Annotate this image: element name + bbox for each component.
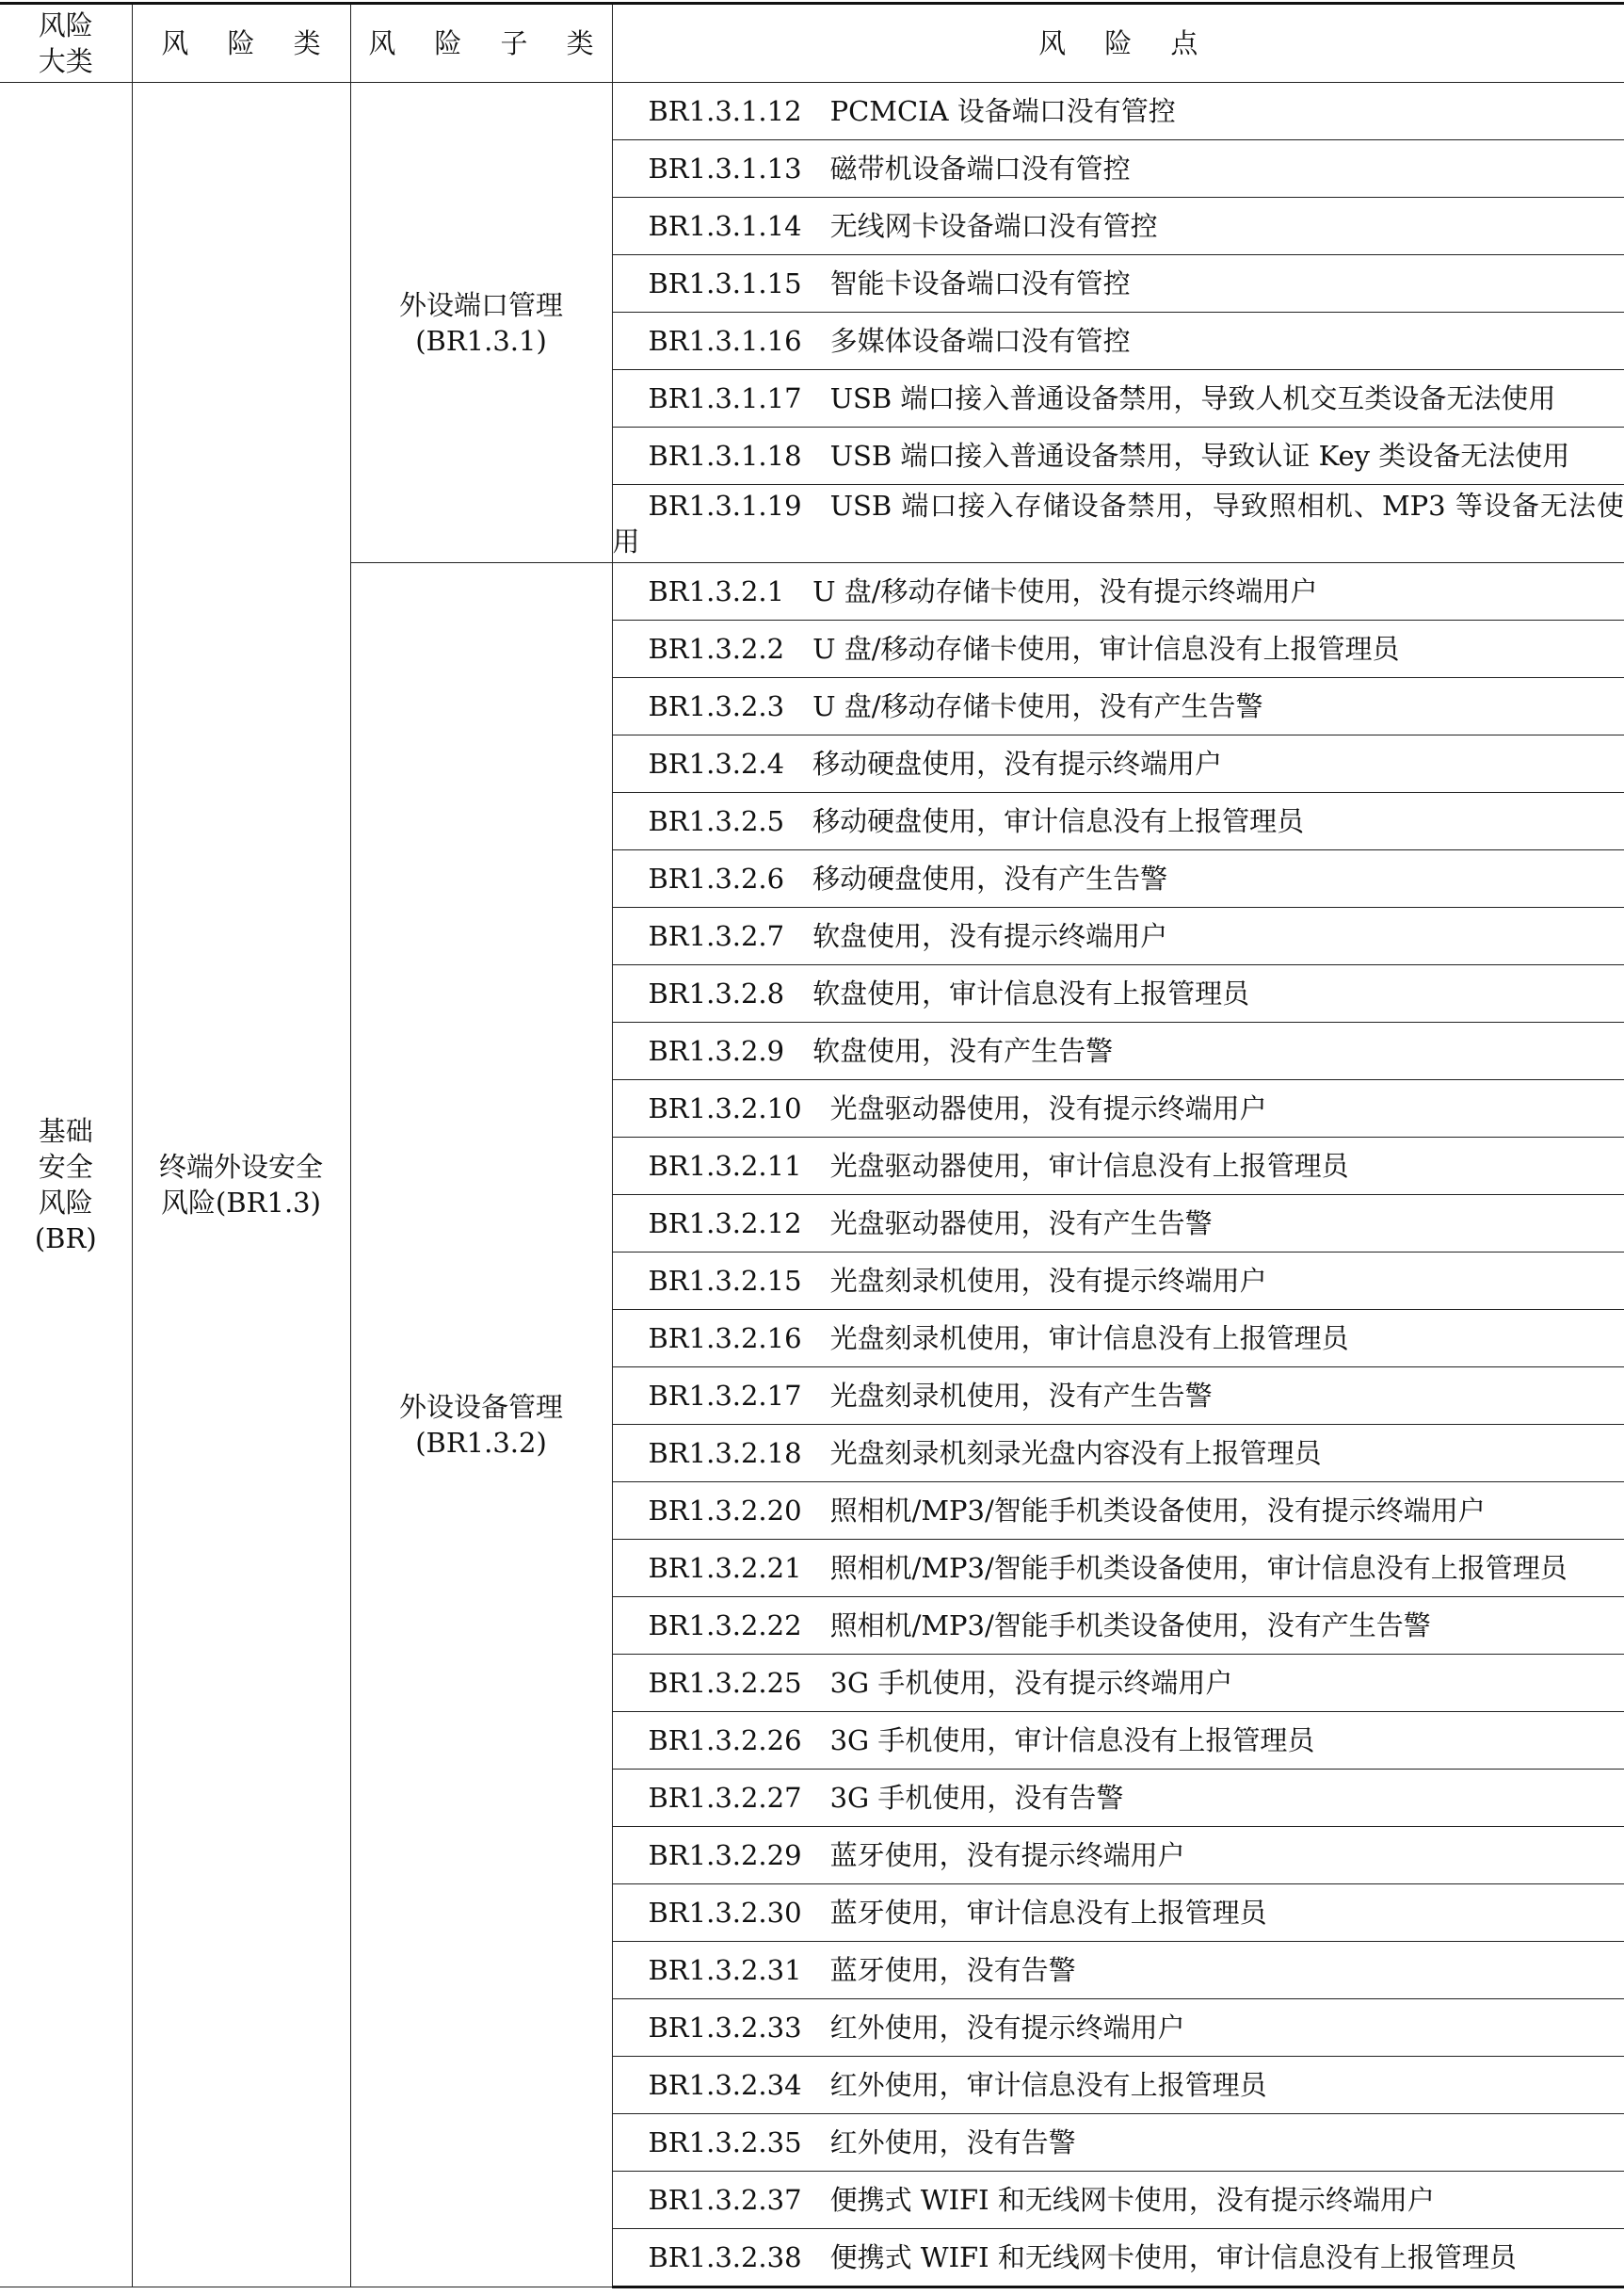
risk-point-cell xyxy=(612,678,1624,735)
risk-point-text: 光盘刻录机使用，审计信息没有上报管理员 xyxy=(829,1322,1349,1354)
risk-point-text: 光盘驱动器使用，没有提示终端用户 xyxy=(829,1092,1267,1124)
risk-point-code: BR1.3.1.13 xyxy=(648,153,802,185)
risk-point-cell xyxy=(612,965,1624,1023)
risk-point-code: BR1.3.2.33 xyxy=(648,2012,802,2044)
header-point-label: 风 险 点 xyxy=(1038,27,1214,59)
header-major-label: 风险 大类 xyxy=(38,9,93,77)
risk-point-text: 光盘驱动器使用，没有产生告警 xyxy=(829,1207,1213,1239)
risk-point-cell xyxy=(612,83,1624,140)
risk-point-code: BR1.3.1.19 xyxy=(648,490,802,522)
risk-point-text: USB 端口接入存储设备禁用，导致照相机、MP3 等设备无法使用 xyxy=(612,490,1624,558)
header-category xyxy=(132,4,350,83)
risk-point-code: BR1.3.2.30 xyxy=(648,1897,802,1929)
risk-point-code: BR1.3.2.8 xyxy=(648,978,785,1010)
risk-point-code: BR1.3.2.35 xyxy=(648,2126,802,2158)
risk-point-code: BR1.3.2.34 xyxy=(648,2069,802,2101)
risk-point-text: 光盘刻录机使用，没有产生告警 xyxy=(829,1380,1213,1412)
risk-point-text: 照相机/MP3/智能手机类设备使用，审计信息没有上报管理员 xyxy=(829,1552,1568,1584)
table-row xyxy=(0,83,1624,140)
risk-point-cell xyxy=(612,2172,1624,2229)
risk-point-code: BR1.3.2.12 xyxy=(648,1207,802,1239)
risk-point-cell xyxy=(612,1138,1624,1195)
risk-point-cell xyxy=(612,313,1624,370)
risk-point-text: 红外使用，审计信息没有上报管理员 xyxy=(829,2069,1267,2101)
risk-point-cell xyxy=(612,428,1624,485)
category-cell xyxy=(132,83,350,2287)
risk-point-code: BR1.3.1.15 xyxy=(648,267,802,299)
risk-point-code: BR1.3.2.2 xyxy=(648,633,785,665)
subcategory-label: 外设设备管理 (BR1.3.2) xyxy=(398,1391,563,1459)
risk-point-cell xyxy=(612,485,1624,563)
major-category-label: 基础 安全 风险 (BR) xyxy=(34,1115,97,1254)
risk-point-cell xyxy=(612,370,1624,428)
risk-point-cell xyxy=(612,2057,1624,2114)
risk-point-text: 蓝牙使用，审计信息没有上报管理员 xyxy=(829,1897,1267,1929)
risk-point-code: BR1.3.2.7 xyxy=(648,920,785,952)
risk-point-cell xyxy=(612,1482,1624,1540)
risk-point-code: BR1.3.1.18 xyxy=(648,440,802,472)
risk-point-text: 便携式 WIFI 和无线网卡使用，审计信息没有上报管理员 xyxy=(829,2241,1517,2273)
risk-point-code: BR1.3.1.12 xyxy=(648,95,802,127)
risk-point-cell xyxy=(612,1310,1624,1367)
risk-point-code: BR1.3.2.21 xyxy=(648,1552,802,1584)
header-point xyxy=(612,4,1624,83)
risk-point-code: BR1.3.2.17 xyxy=(648,1380,802,1412)
risk-point-cell xyxy=(612,735,1624,793)
risk-point-code: BR1.3.2.6 xyxy=(648,863,785,895)
risk-table xyxy=(0,2,1624,2288)
risk-point-cell xyxy=(612,621,1624,678)
risk-point-cell xyxy=(612,1712,1624,1770)
risk-point-code: BR1.3.2.15 xyxy=(648,1265,802,1297)
risk-point-text: 便携式 WIFI 和无线网卡使用，没有提示终端用户 xyxy=(829,2184,1435,2216)
risk-point-text: 红外使用，没有告警 xyxy=(829,2126,1076,2158)
subcategory-cell-port xyxy=(350,83,612,563)
risk-point-cell xyxy=(612,1540,1624,1597)
risk-point-code: BR1.3.2.11 xyxy=(648,1150,802,1182)
risk-point-code: BR1.3.2.29 xyxy=(648,1839,802,1871)
risk-point-code: BR1.3.2.3 xyxy=(648,690,785,722)
major-category-cell xyxy=(0,83,132,2287)
risk-point-code: BR1.3.2.10 xyxy=(648,1092,802,1124)
risk-point-text: 照相机/MP3/智能手机类设备使用，没有提示终端用户 xyxy=(829,1495,1486,1527)
risk-point-cell xyxy=(612,1253,1624,1310)
risk-point-text: 光盘刻录机刻录光盘内容没有上报管理员 xyxy=(829,1437,1322,1469)
risk-point-text: USB 端口接入普通设备禁用，导致人机交互类设备无法使用 xyxy=(829,382,1556,414)
risk-point-code: BR1.3.1.17 xyxy=(648,382,802,414)
header-row xyxy=(0,4,1624,83)
risk-point-code: BR1.3.2.9 xyxy=(648,1035,785,1067)
risk-point-cell xyxy=(612,1597,1624,1655)
risk-point-code: BR1.3.2.5 xyxy=(648,805,785,837)
risk-point-cell xyxy=(612,850,1624,908)
risk-point-cell xyxy=(612,1080,1624,1138)
subcategory-cell-device xyxy=(350,563,612,2287)
risk-point-text: 红外使用，没有提示终端用户 xyxy=(829,2012,1185,2044)
risk-point-code: BR1.3.2.26 xyxy=(648,1724,802,1756)
header-subcategory xyxy=(350,4,612,83)
risk-point-code: BR1.3.2.31 xyxy=(648,1954,802,1986)
risk-point-text: PCMCIA 设备端口没有管控 xyxy=(829,95,1176,127)
risk-point-text: 移动硬盘使用，没有产生告警 xyxy=(812,863,1168,895)
risk-point-cell xyxy=(612,793,1624,850)
risk-point-code: BR1.3.2.22 xyxy=(648,1609,802,1641)
risk-point-code: BR1.3.1.14 xyxy=(648,210,802,242)
risk-point-cell xyxy=(612,1195,1624,1253)
risk-table-body xyxy=(0,4,1624,2287)
risk-point-code: BR1.3.2.38 xyxy=(648,2241,802,2273)
header-category-label: 风 险 类 xyxy=(161,27,336,59)
risk-point-code: BR1.3.1.16 xyxy=(648,325,802,357)
risk-point-text: U 盘/移动存储卡使用，审计信息没有上报管理员 xyxy=(812,633,1400,665)
risk-point-text: 光盘驱动器使用，审计信息没有上报管理员 xyxy=(829,1150,1349,1182)
risk-point-code: BR1.3.2.25 xyxy=(648,1667,802,1699)
risk-point-cell xyxy=(612,1367,1624,1425)
header-subcategory-label: 风 险 子 类 xyxy=(368,27,609,59)
risk-point-cell xyxy=(612,563,1624,621)
risk-point-text: 蓝牙使用，没有告警 xyxy=(829,1954,1076,1986)
risk-point-text: U 盘/移动存储卡使用，没有提示终端用户 xyxy=(812,575,1318,607)
risk-point-cell xyxy=(612,140,1624,198)
risk-point-text: U 盘/移动存储卡使用，没有产生告警 xyxy=(812,690,1263,722)
risk-point-cell xyxy=(612,198,1624,255)
risk-point-text: 照相机/MP3/智能手机类设备使用，没有产生告警 xyxy=(829,1609,1431,1641)
risk-point-cell xyxy=(612,2114,1624,2172)
risk-point-code: BR1.3.2.20 xyxy=(648,1495,802,1527)
risk-point-cell xyxy=(612,1827,1624,1884)
subcategory-label: 外设端口管理 (BR1.3.1) xyxy=(398,288,563,357)
risk-point-text: 智能卡设备端口没有管控 xyxy=(829,267,1131,299)
risk-point-code: BR1.3.2.27 xyxy=(648,1782,802,1814)
risk-point-text: 磁带机设备端口没有管控 xyxy=(829,153,1131,185)
risk-point-text: 多媒体设备端口没有管控 xyxy=(829,325,1131,357)
risk-point-text: 软盘使用，审计信息没有上报管理员 xyxy=(812,978,1250,1010)
risk-point-code: BR1.3.2.37 xyxy=(648,2184,802,2216)
risk-point-code: BR1.3.2.1 xyxy=(648,575,785,607)
risk-point-text: 光盘刻录机使用，没有提示终端用户 xyxy=(829,1265,1267,1297)
risk-point-code: BR1.3.2.16 xyxy=(648,1322,802,1354)
risk-point-cell xyxy=(612,255,1624,313)
risk-point-cell xyxy=(612,1023,1624,1080)
risk-point-text: 蓝牙使用，没有提示终端用户 xyxy=(829,1839,1185,1871)
risk-point-cell xyxy=(612,2229,1624,2287)
risk-point-text: 软盘使用，没有产生告警 xyxy=(812,1035,1114,1067)
risk-point-code: BR1.3.2.18 xyxy=(648,1437,802,1469)
risk-point-cell xyxy=(612,1884,1624,1942)
risk-point-text: 3G 手机使用，没有告警 xyxy=(829,1782,1124,1814)
risk-point-text: 3G 手机使用，没有提示终端用户 xyxy=(829,1667,1233,1699)
risk-point-cell xyxy=(612,1425,1624,1482)
risk-point-text: 软盘使用，没有提示终端用户 xyxy=(812,920,1168,952)
risk-point-cell xyxy=(612,908,1624,965)
risk-point-wrap xyxy=(613,488,1624,559)
risk-point-cell xyxy=(612,1655,1624,1712)
risk-point-cell xyxy=(612,1942,1624,1999)
risk-point-cell xyxy=(612,1999,1624,2057)
header-major xyxy=(0,4,132,83)
risk-point-text: 无线网卡设备端口没有管控 xyxy=(829,210,1158,242)
risk-point-text: 3G 手机使用，审计信息没有上报管理员 xyxy=(829,1724,1315,1756)
risk-point-cell xyxy=(612,1770,1624,1827)
risk-point-text: 移动硬盘使用，审计信息没有上报管理员 xyxy=(812,805,1305,837)
risk-point-code: BR1.3.2.4 xyxy=(648,748,785,780)
category-label: 终端外设安全 风险(BR1.3) xyxy=(158,1151,323,1219)
risk-point-text: USB 端口接入普通设备禁用，导致认证 Key 类设备无法使用 xyxy=(829,440,1570,472)
risk-point-text: 移动硬盘使用，没有提示终端用户 xyxy=(812,748,1223,780)
